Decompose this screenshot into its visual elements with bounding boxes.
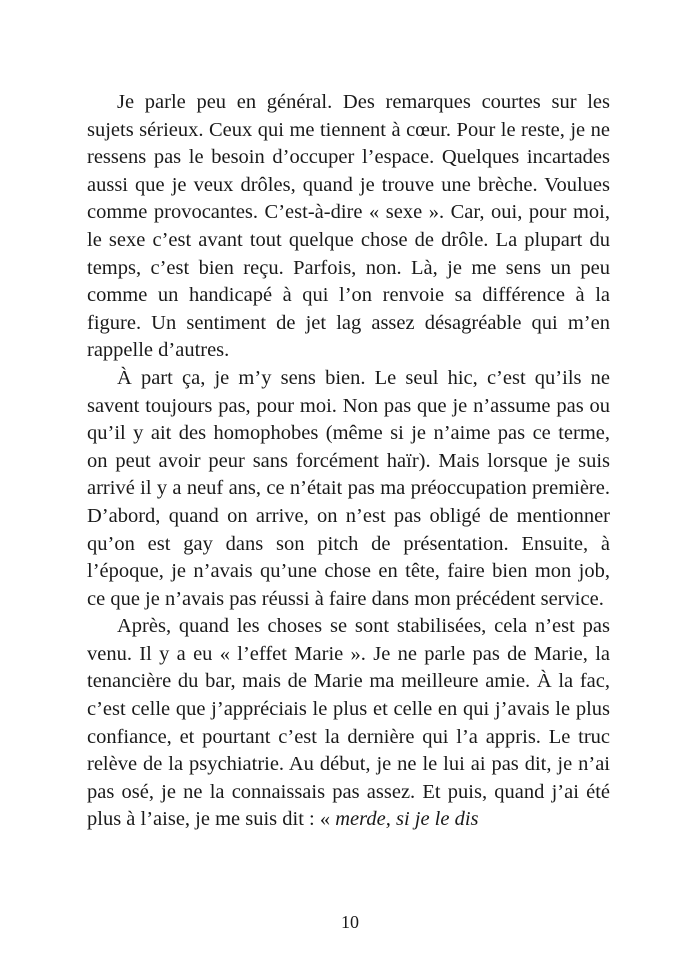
paragraph-2-text: À part ça, je m’y sens bien. Le seul hic, c’est qu’ils ne savent toujours pas, pour moi. Non pas que je n’assume pas ou qu’il y ait des homophobes (même si je n’aime pas ce terme, on peut avoir peur sans forcément haïr). Mais lorsque je suis arrivé il y a neuf ans, ce n’était pas ma préoccupation première. D’abord, quand on arrive, on n’est pas obligé de mentionner qu’on est gay dans son pitch de présentation. Ensuite, à l’époque, je n’avais qu’une chose en tête, faire bien mon job, ce que je n’avais pas réussi à faire dans mon précédent service. bbox=[87, 366, 610, 610]
paragraph-3-italic-text: merde, si je le dis bbox=[335, 808, 479, 831]
body-text bbox=[87, 89, 610, 834]
paragraph-1-text: Je parle peu en général. Des remarques courtes sur les sujets sérieux. Ceux qui me tiennent à cœur. Pour le reste, je ne ressens pas le besoin d’occuper l’espace. Quelques incartades aussi que je veux drôles, quand je trouve une brèche. Voulues comme provocantes. C’est-à-dire « sexe ». Car, oui, pour moi, le sexe c’est avant tout quelque chose de drôle. La plupart du temps, c’est bien reçu. Parfois, non. Là, je me sens un peu comme un handicapé à qui l’on renvoie sa différence à la figure. Un sentiment de jet lag assez désagréable qui m’en rappelle d’autres. bbox=[87, 91, 610, 362]
page-number: 10 bbox=[341, 912, 359, 932]
paragraph-1 bbox=[87, 89, 610, 365]
paragraph-3 bbox=[87, 613, 610, 834]
paragraph-3-text: Après, quand les choses se sont stabilisées, cela n’est pas venu. Il y a eu « l’effet Marie ». Je ne parle pas de Marie, la tenancière du bar, mais de Marie ma meilleure amie. À la fac, c’est celle que j’appréciais le plus et celle en qui j’avais le plus confiance, et pourtant c’est la dernière qui l’a appris. Le truc relève de la psychiatrie. Au début, je ne le lui ai pas dit, je n’ai pas osé, je ne la connaissais pas assez. Et puis, quand j’ai été plus à l’aise, je me suis dit : « bbox=[87, 615, 610, 831]
paragraph-2 bbox=[87, 365, 610, 613]
